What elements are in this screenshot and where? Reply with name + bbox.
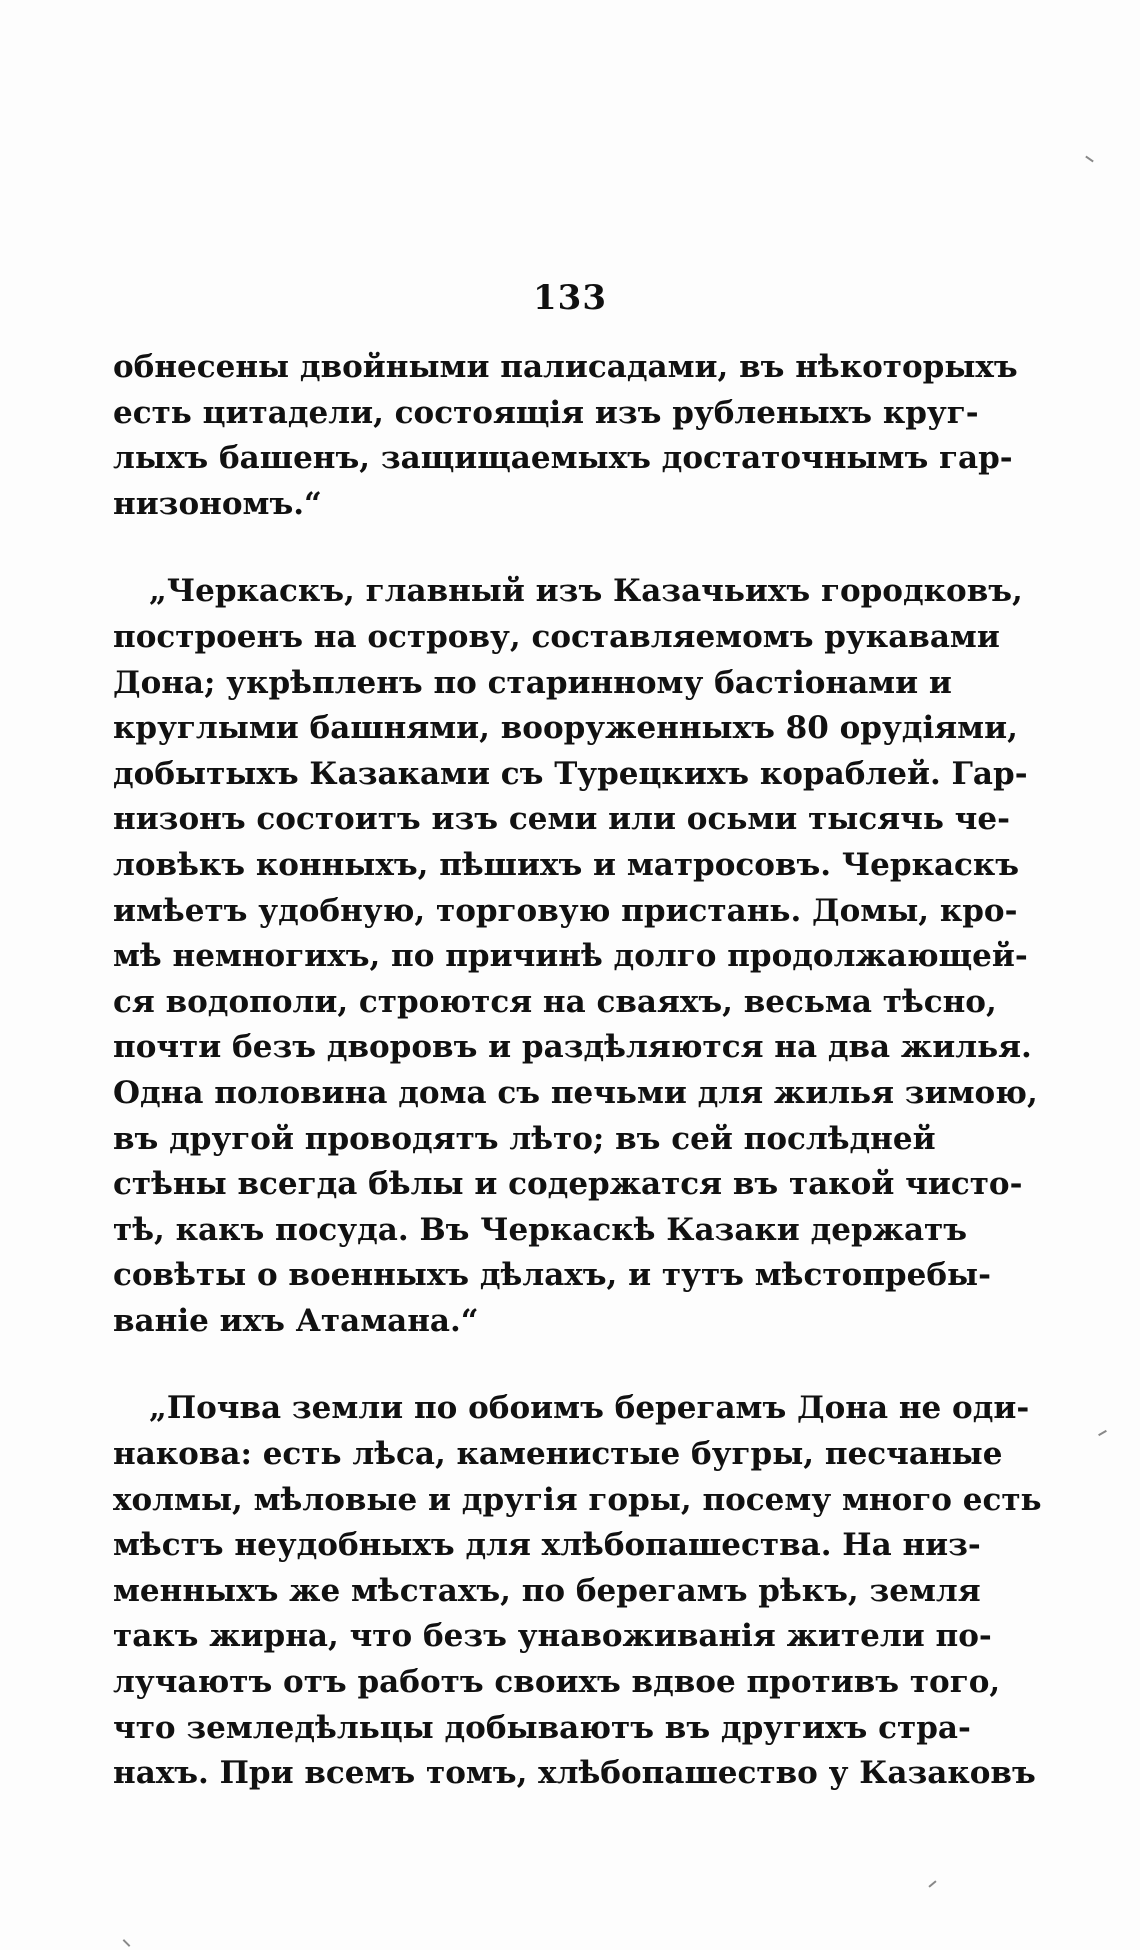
text-line: ваніе ихъ Атамана.“ (113, 1302, 479, 1339)
text-line: добытыхъ Казаками съ Турецкихъ кораблей. Гар- (113, 755, 1028, 792)
text-line: мѣстъ неудобныхъ для хлѣбопашества. На низ- (113, 1527, 981, 1564)
text-line: построенъ на острову, составляемомъ рукавами (113, 618, 1000, 655)
text-line: есть цитадели, состоящія изъ рубленыхъ круг- (113, 394, 979, 431)
text-line: Дона; укрѣпленъ по старинному бастіонами и (113, 664, 952, 701)
scan-speck (1085, 156, 1094, 163)
text-line: такъ жирна, что безъ унавоживанія жители по- (113, 1618, 992, 1655)
paragraph (113, 345, 1018, 527)
text-line: стѣны всегда бѣлы и содержатся въ такой чисто- (113, 1166, 1023, 1203)
text-line: почти безъ дворовъ и раздѣляются на два жилья. (113, 1029, 1032, 1066)
text-line: тѣ, какъ посуда. Въ Черкаскѣ Казаки держатъ (113, 1211, 968, 1248)
text-line: мѣ немногихъ, по причинѣ долго продолжающей- (113, 938, 1028, 975)
text-line: холмы, мѣловые и другія горы, посему много есть (113, 1481, 1042, 1518)
paragraph (113, 1386, 1042, 1796)
text-line: ловѣкъ конныхъ, пѣшихъ и матросовъ. Черкаскъ (113, 846, 1020, 883)
text-line: „Черкаскъ, главный изъ Казачьихъ городковъ, (149, 573, 1023, 610)
paragraph (113, 569, 1038, 1344)
text-line: круглыми башнями, вооруженныхъ 80 орудіями, (113, 710, 1018, 747)
text-line: нахъ. При всемъ томъ, хлѣбопашество у Казаковъ (113, 1755, 1036, 1792)
text-line: ся водополи, строются на сваяхъ, весьма тѣсно, (113, 983, 997, 1020)
scan-speck (928, 1880, 936, 1887)
text-line: въ другой проводятъ лѣто; въ сей послѣдней (113, 1120, 936, 1157)
text-line: низономъ.“ (113, 485, 322, 522)
text-line: накова: есть лѣса, каменистые бугры, песчаные (113, 1436, 1003, 1473)
text-line: „Почва земли по обоимъ берегамъ Дона не оди- (149, 1390, 1030, 1427)
text-line: Одна половина дома съ печьми для жилья зимою, (113, 1074, 1038, 1111)
text-line: совѣты о военныхъ дѣлахъ, и тутъ мѣстопребы- (113, 1257, 991, 1294)
text-line: менныхъ же мѣстахъ, по берегамъ рѣкъ, земля (113, 1572, 981, 1609)
text-line: лучаютъ отъ работъ своихъ вдвое противъ того, (113, 1664, 1001, 1701)
text-line: лыхъ башенъ, защищаемыхъ достаточнымъ гар- (113, 440, 1013, 477)
text-line: имѣетъ удобную, торговую пристань. Домы, кро- (113, 892, 1018, 929)
scan-speck (123, 1939, 131, 1947)
text-line: низонъ состоитъ изъ семи или осьми тысячь че- (113, 801, 1010, 838)
page-number: 133 (533, 278, 607, 318)
text-line: обнесены двойными палисадами, въ нѣкоторыхъ (113, 349, 1018, 385)
body-text (113, 345, 1042, 1797)
text-line: что земледѣльцы добываютъ въ другихъ стра- (113, 1709, 971, 1746)
scan-speck (1098, 1430, 1107, 1436)
